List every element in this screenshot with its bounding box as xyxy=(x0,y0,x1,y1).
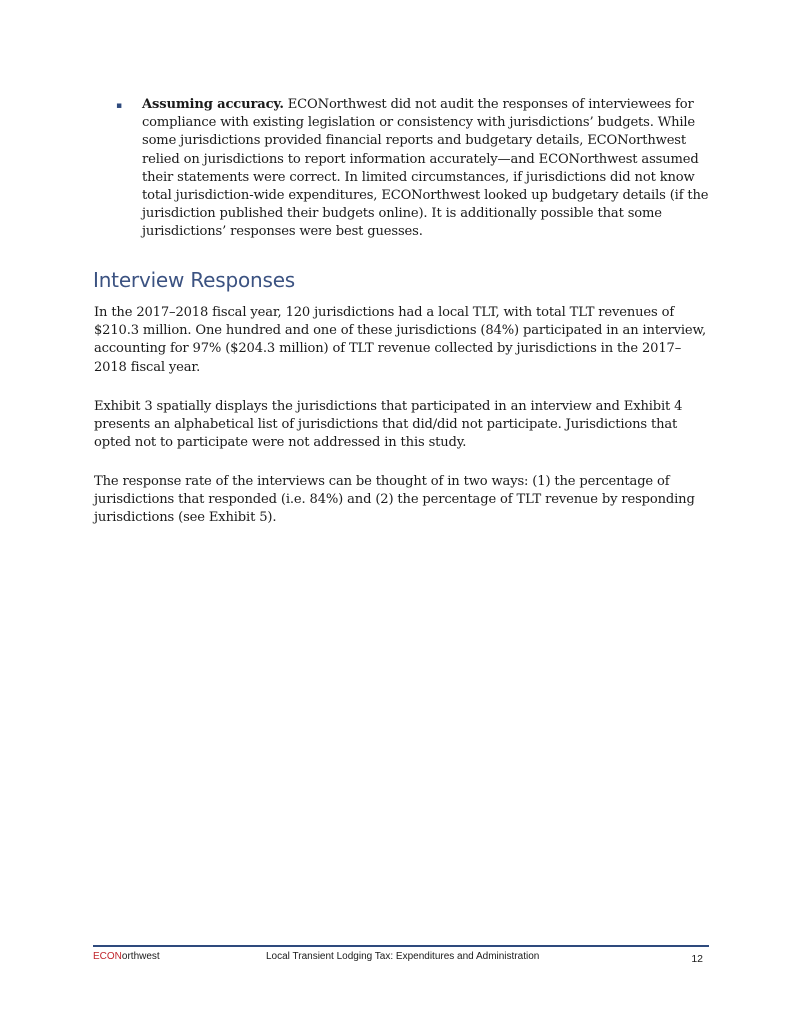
page-footer xyxy=(93,945,709,967)
bullet-lead-text: Assuming accuracy. xyxy=(142,97,284,112)
section-heading: Interview Responses xyxy=(93,268,296,292)
assumption-bullet xyxy=(116,96,716,242)
brand-eco-text: ECON xyxy=(93,951,122,962)
body-paragraph: The response rate of the interviews can be thought of in two ways: (1) the percentage of jurisdictions that responded (i.e. 84%) and (2) the percentage of TLT revenue by responding jurisdictions (see Exhibit 5). xyxy=(94,474,695,526)
bullet-body-text: ECONorthwest did not audit the responses of interviewees for compliance with existing legislation or consistency with jurisdictions’ budgets. While some jurisdictions provided financial reports and budgetary details, ECONorthwest relied on jurisdictions to report information accurately—and ECONorthwest assumed their statements were correct. In limited circumstances, if jurisdictions did not know total jurisdiction-wide expenditures, ECONorthwest looked up budgetary details (if the jurisdiction published their budgets online). It is additionally possible that some jurisdictions’ responses were best guesses. xyxy=(142,97,709,240)
brand-rest-text: orthwest xyxy=(121,951,160,962)
page-number: 12 xyxy=(691,953,703,965)
body-paragraph: Exhibit 3 spatially displays the jurisdictions that participated in an interview and Exhibit 4 presents an alphabetical list of jurisdictions that did/did not participate. Jurisdictions that opted not to participate were not addressed in this study. xyxy=(94,399,683,451)
footer-brand-logo xyxy=(93,947,160,967)
bullet-paragraph xyxy=(142,96,716,242)
bullet-square-icon: ▪ xyxy=(116,101,123,111)
footer-row xyxy=(93,947,709,967)
footer-document-title: Local Transient Lodging Tax: Expenditures and Administration xyxy=(266,951,540,962)
body-paragraph: In the 2017–2018 fiscal year, 120 jurisdictions had a local TLT, with total TLT revenues of $210.3 million. One hundred and one of these jurisdictions (84%) participated in an interview, accounting for 97% ($204.3 million) of TLT revenue collected by jurisdictions in the 2017–2018 fiscal year. xyxy=(94,305,707,375)
